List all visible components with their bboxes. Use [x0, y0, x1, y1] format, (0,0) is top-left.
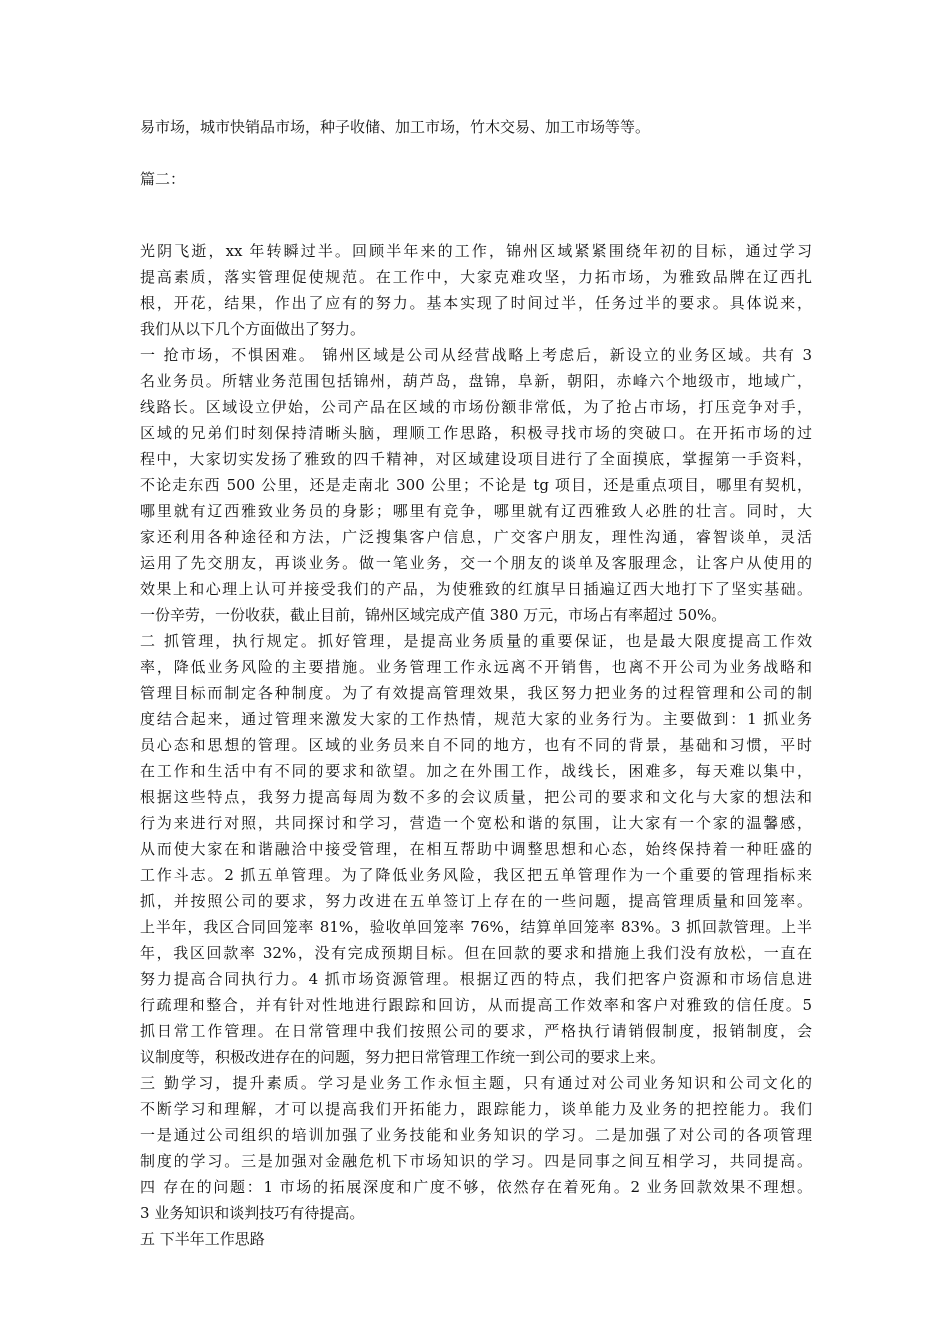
- body-line: 提高素质，落实管理促使规范。在工作中，大家克难攻坚，力拓市场，为雅致品牌在辽西扎: [140, 268, 812, 286]
- body-line: 议制度等，积极改进存在的问题，努力把日常管理工作统一到公司的要求上来。: [140, 1048, 666, 1066]
- body-line: 管理目标而制定各种制度。为了有效提高管理效果，我区努力把业务的过程管理和公司的制: [140, 684, 812, 702]
- body-line: 不断学习和理解，才可以提高我们开拓能力，跟踪能力，谈单能力及业务的把控能力。我们: [140, 1100, 812, 1118]
- body-line: 3 业务知识和谈判技巧有待提高。: [140, 1204, 365, 1222]
- body-line: 五 下半年工作思路: [140, 1230, 265, 1248]
- body-line: 程中，大家切实发扬了雅致的四千精神，对区域建设项目进行了全面摸底，掌握第一手资料，: [140, 450, 812, 468]
- body-line: 区域的兄弟们时刻保持清晰头脑，理顺工作思路，积极寻找市场的突破口。在开拓市场的过: [140, 424, 812, 442]
- body-line: 我们从以下几个方面做出了努力。: [140, 320, 366, 338]
- body-line: 在工作和生活中有不同的要求和欲望。加之在外围工作，战线长，困难多，每天难以集中，: [140, 762, 812, 780]
- body-line: 制度的学习。三是加强对金融危机下市场知识的学习。四是同事之间互相学习，共同提高。: [140, 1152, 812, 1170]
- body-line: 员心态和思想的管理。区域的业务员来自不同的地方，也有不同的背景，基础和习惯，平时: [140, 736, 812, 754]
- section-heading: 篇二：: [140, 170, 186, 188]
- body-line: 抓日常工作管理。在日常管理中我们按照公司的要求，严格执行请销假制度，报销制度，会: [140, 1022, 812, 1040]
- body-line: 度结合起来，通过管理来激发大家的工作热情，规范大家的业务行为。主要做到：1 抓业务: [140, 710, 812, 728]
- body-line: 名业务员。所辖业务范围包括锦州，葫芦岛，盘锦，阜新，朝阳，赤峰六个地级市，地域广，: [140, 372, 812, 390]
- body-line: 二 抓管理，执行规定。抓好管理，是提高业务质量的重要保证，也是最大限度提高工作效: [140, 632, 812, 650]
- body-line: 光阴飞逝，xx 年转瞬过半。回顾半年来的工作，锦州区域紧紧围绕年初的目标，通过学习: [140, 242, 812, 260]
- body-line: 一是通过公司组织的培训加强了业务技能和业务知识的学习。二是加强了对公司的各项管理: [140, 1126, 812, 1144]
- body-line: 抓，并按照公司的要求，努力改进在五单签订上存在的一些问题，提高管理质量和回笼率。: [140, 892, 812, 910]
- body-line: 哪里就有辽西雅致业务员的身影；哪里有竞争，哪里就有辽西雅致人必胜的壮言。同时，大: [140, 502, 812, 520]
- body-line: 运用了先交朋友，再谈业务。做一笔业务，交一个朋友的谈单及客服理念，让客户从使用的: [140, 554, 812, 572]
- body-line: 一份辛劳，一份收获，截止目前，锦州区域完成产值 380 万元，市场占有率超过 50%。: [140, 606, 727, 624]
- top-continuation-line: 易市场，城市快销品市场，种子收储、加工市场，竹木交易、加工市场等等。: [140, 118, 651, 136]
- body-line: 工作斗志。2 抓五单管理。为了降低业务风险，我区把五单管理作为一个重要的管理指标来: [140, 866, 812, 884]
- body-line: 年，我区回款率 32%，没有完成预期目标。但在回款的要求和措施上我们没有放松，一直在: [140, 944, 812, 962]
- body-line: 效果上和心理上认可并接受我们的产品，为使雅致的红旗早日插遍辽西大地打下了坚实基础。: [140, 580, 812, 598]
- body-line: 线路长。区域设立伊始，公司产品在区域的市场份额非常低，为了抢占市场，打压竞争对手，: [140, 398, 812, 416]
- body-line: 根据这些特点，我努力提高每周为数不多的会议质量，把公司的要求和文化与大家的想法和: [140, 788, 812, 806]
- body-line: 行为来进行对照，共同探讨和学习，营造一个宽松和谐的氛围，让大家有一个家的温馨感，: [140, 814, 812, 832]
- body-line: 四 存在的问题：1 市场的拓展深度和广度不够，依然存在着死角。2 业务回款效果不理想。: [140, 1178, 812, 1196]
- body-line: 从而使大家在和谐融洽中接受管理，在相互帮助中调整思想和心态，始终保持着一种旺盛的: [140, 840, 812, 858]
- body-line: 根，开花，结果，作出了应有的努力。基本实现了时间过半，任务过半的要求。具体说来，: [140, 294, 812, 312]
- body-line: 家还利用各种途径和方法，广泛搜集客户信息，广交客户朋友，理性沟通，睿智谈单，灵活: [140, 528, 812, 546]
- body-line: 不论走东西 500 公里，还是走南北 300 公里；不论是 tg 项目，还是重点项目，哪里有契机，: [140, 476, 812, 494]
- body-line: 行疏理和整合，并有针对性地进行跟踪和回访，从而提高工作效率和客户对雅致的信任度。5: [140, 996, 812, 1014]
- body-line: 努力提高合同执行力。4 抓市场资源管理。根据辽西的特点，我们把客户资源和市场信息进: [140, 970, 812, 988]
- body-line: 三 勤学习，提升素质。学习是业务工作永恒主题，只有通过对公司业务知识和公司文化的: [140, 1074, 812, 1092]
- body-line: 一 抢市场，不惧困难。 锦州区域是公司从经营战略上考虑后，新设立的业务区域。共有 3: [140, 346, 812, 364]
- body-line: 率，降低业务风险的主要措施。业务管理工作永远离不开销售，也离不开公司为业务战略和: [140, 658, 812, 676]
- body-line: 上半年，我区合同回笼率 81%，验收单回笼率 76%，结算单回笼率 83%。3 抓回款管理。上半: [140, 918, 812, 936]
